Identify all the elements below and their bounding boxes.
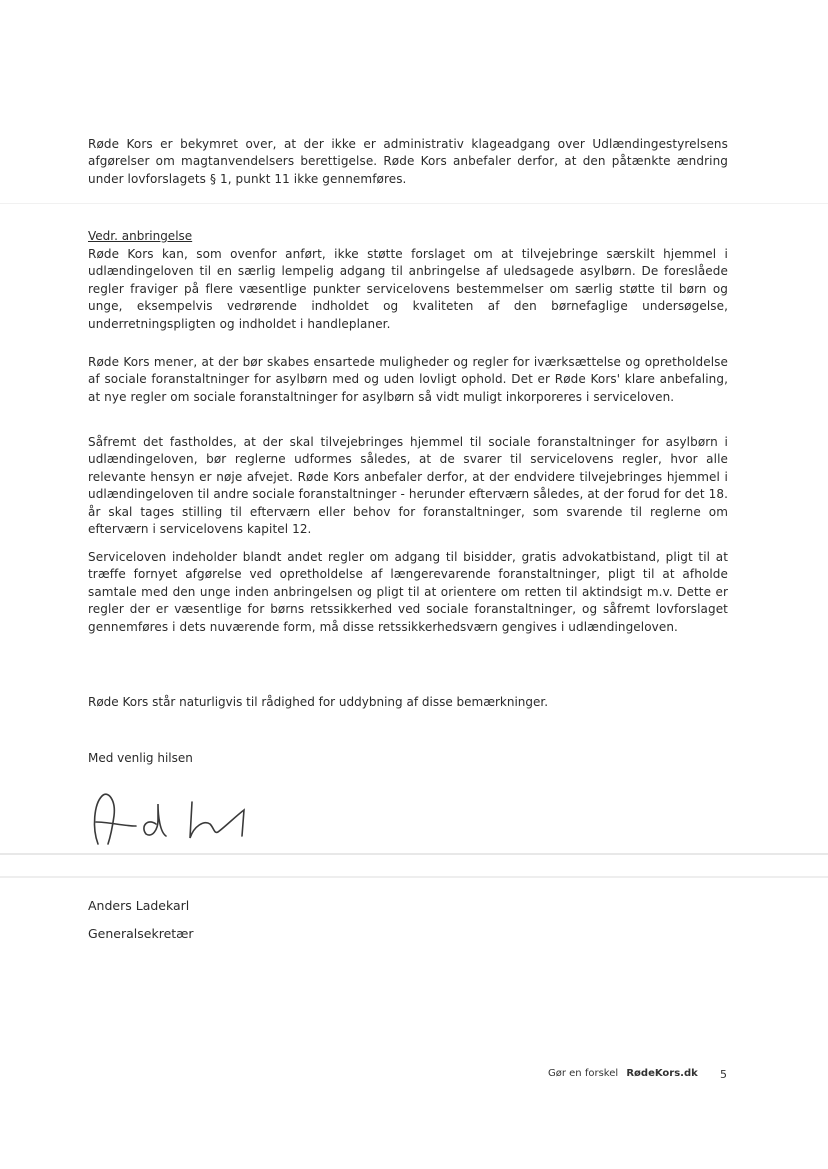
footer [548,1068,698,1079]
closing-statement: Røde Kors står naturligvis til rådighed for uddybning af disse bemærkninger. [88,695,549,709]
paragraph-placement: Røde Kors kan, som ovenfor anført, ikke støtte forslaget om at tilvejebringe særskilt hjemmel i udlændingeloven til en særlig lempelig adgang til anbringelse af uledsagede asylbørn. De foreslåede regler fraviger på flere væsentlige punkter servicelovens bestemmelser om særlig støtte til børn og unge, eksempelvis vedrørende indholdet og kvaliteten af den børnefaglige undersøgelse, underretningspligten og indholdet i handleplaner. [88,247,728,331]
signature [84,786,284,856]
paragraph-legal-safeguards: Serviceloven indeholder blandt andet regler om adgang til bisidder, gratis advokatbistand, pligt til at træffe fornyet afgørelse ved opretholdelse af længerevarende foranstaltninger, pligt til at afholde samtale med den unge inden anbringelsen og pligt til at orientere om retten til aktindsigt m.v. Dette er regler der er væsentlige for børns retssikkerhed ved sociale foranstaltninger, og såfremt lovforslaget gennemføres i dets nuværende form, må disse retssikkerhedsværn gengives i udlændingeloven. [88,550,728,634]
scan-streak [0,876,828,878]
scan-streak [0,203,828,204]
paragraph-complaint-access: Røde Kors er bekymret over, at der ikke er administrativ klageadgang over Udlændingestyrelsens afgørelser om magtanvendelsers berettigelse. Røde Kors anbefaler derfor, at den påtænkte ændring under lovforslagets § 1, punkt 11 ikke gennemføres. [88,137,728,186]
footer-slogan: Gør en forskel [548,1068,619,1079]
page-number: 5 [720,1068,727,1081]
greeting: Med venlig hilsen [88,751,193,765]
footer-brand: RødeKors.dk [626,1068,698,1079]
paragraph-uniform-rules: Røde Kors mener, at der bør skabes ensartede muligheder og regler for iværksættelse og opretholdelse af sociale foranstaltninger for asylbørn med og uden lovligt ophold. Det er Røde Kors' klare anbefaling, at nye regler om sociale foranstaltninger for asylbørn så vidt muligt inkorporeres i serviceloven. [88,355,728,404]
signatory-name: Anders Ladekarl [88,898,190,913]
paragraph-aftercare: Såfremt det fastholdes, at der skal tilvejebringes hjemmel til sociale foranstaltninger for asylbørn i udlændingeloven, bør reglerne udformes således, at de svarer til servicelovens regler, hvor alle relevante hensyn er nøje afvejet. Røde Kors anbefaler derfor, at der endvidere tilvejebringes hjemmel i udlændingeloven til andre sociale foranstaltninger - herunder efterværn således, at der forud for det 18. år skal tages stilling til efterværn eller behov for foranstaltninger, som svarende til reglerne om efterværn i servicelovens kapitel 12. [88,435,728,537]
signatory-title: Generalsekretær [88,926,194,941]
section-heading: Vedr. anbringelse [88,229,193,243]
